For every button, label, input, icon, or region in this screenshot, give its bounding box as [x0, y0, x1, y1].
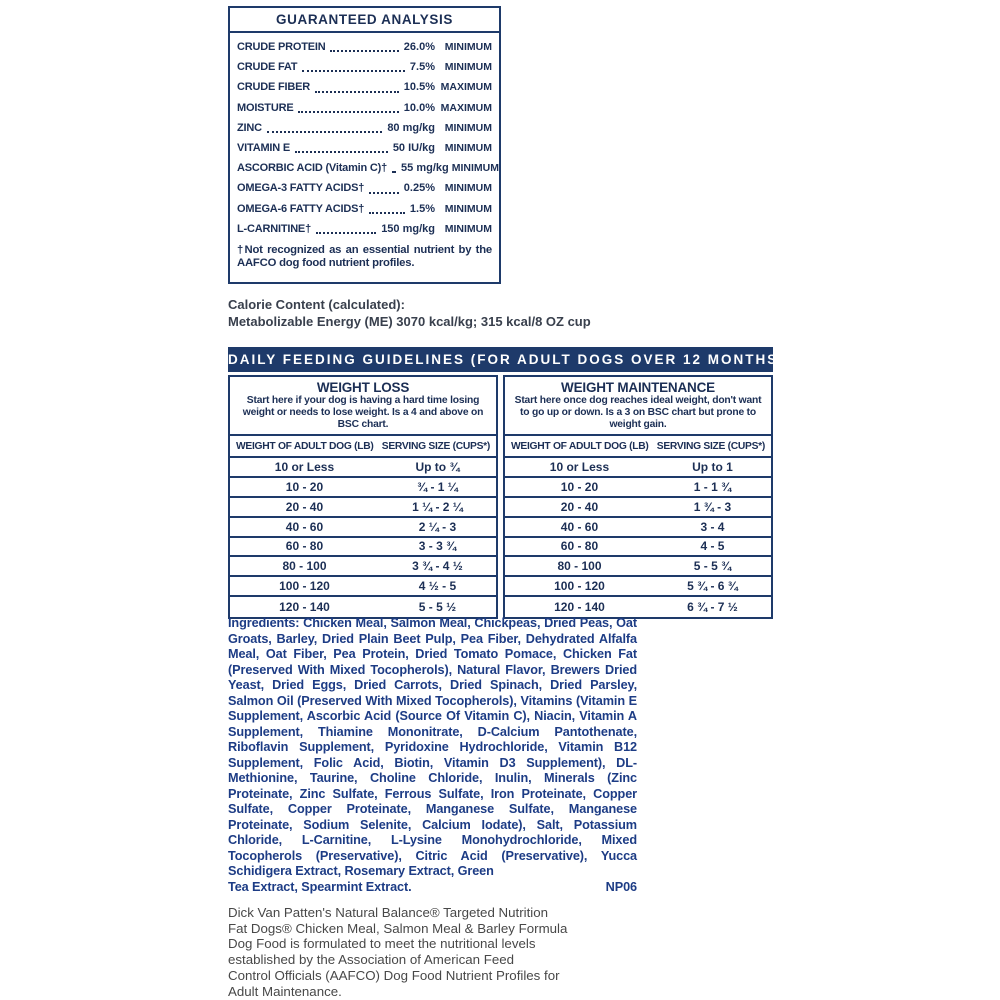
section-description: Start here if your dog is having a hard time losing weight or needs to lose weight. Is a 4 and above on BSC chart.	[242, 395, 484, 430]
ga-row-label: L-CARNITINE†	[237, 222, 311, 235]
ga-row-qualifier: MAXIMUM	[440, 81, 492, 94]
ga-row-qualifier: MINIMUM	[444, 121, 492, 134]
section-header	[230, 377, 496, 436]
row-weight: 20 - 40	[285, 499, 324, 514]
dot-leader	[369, 212, 405, 214]
ga-row-qualifier: MINIMUM	[444, 142, 492, 155]
ga-row-label: MOISTURE	[237, 101, 294, 114]
dot-leader	[315, 91, 399, 93]
aafco-line: established by the Association of American Feed	[228, 952, 515, 968]
ga-row-label: ZINC	[237, 121, 262, 134]
row-serving: 4 ½ - 5	[418, 579, 457, 594]
dot-leader	[298, 111, 398, 113]
ga-row	[237, 118, 492, 138]
ingredients-last-text: Tea Extract, Spearmint Extract.	[228, 879, 412, 894]
column-header-row	[505, 436, 771, 458]
ga-footnote: †Not recognized as an essential nutrient by the AAFCO dog food nutrient profiles.	[237, 243, 492, 270]
aafco-line: Control Officials (AAFCO) Dog Food Nutrient Profiles for	[228, 967, 560, 983]
table-row	[230, 597, 496, 617]
ga-row-label: CRUDE FAT	[237, 61, 298, 74]
row-weight: 100 - 120	[279, 579, 330, 594]
feeding-guidelines-table	[228, 347, 785, 619]
ingredients-text: Ingredients: Chicken Meal, Salmon Meal, Chickpeas, Dried Peas, Oat Groats, Barley, Dried Plain Beet Pulp, Pea Fiber, Dehydrated Alfalfa Meal, Oat Fiber, Pea Protein, Dried Tomato Pomace, Chicken Fat (Preserved With Mixed Tocopherols), Natural Flavor, Brewers Dried Yeast, Dried Eggs, Dried Carrots, Dried Spinach, Dried Parsley, Salmon Oil (Preserved With Mixed Tocopherols), Vitamins (Vitamin E Supplement, Ascorbic Acid (Source Of Vitamin C), Niacin, Vitamin A Supplement, Thiamine Mononitrate, D-Calcium Pantothenate, Riboflavin Supplement, Pyridoxine Hydrochloride, Vitamin B12 Supplement, Folic Acid, Biotin, Vitamin D3 Supplement), DL-Methionine, Taurine, Choline Chloride, Inulin, Minerals (Zinc Proteinate, Zinc Sulfate, Ferrous Sulfate, Iron Proteinate, Copper Sulfate, Copper Proteinate, Manganese Sulfate, Manganese Proteinate, Sodium Selenite, Calcium Iodate), Salt, Potassium Chloride, L-Carnitine, L-Lysine Monohydrochloride, Mixed Tocopherols (Preservative), Citric Acid (Preservative), Yucca Schidigera Extract, Rosemary Extract, Green	[228, 616, 637, 878]
row-weight: 100 - 120	[554, 579, 605, 594]
table-row	[230, 538, 496, 558]
table-row	[230, 478, 496, 498]
ga-row-amount: 0.25%	[403, 182, 435, 195]
row-serving: 6 ¾ - 7 ½	[687, 599, 738, 614]
ga-row	[237, 158, 499, 178]
table-row	[505, 557, 771, 577]
ga-row-qualifier: MINIMUM	[444, 182, 492, 195]
ga-row-amount: 80 mg/kg	[387, 121, 435, 134]
row-weight: 120 - 140	[279, 599, 330, 614]
table-row	[230, 577, 496, 597]
row-serving: Up to ¾	[415, 460, 460, 475]
row-serving: 5 - 5 ½	[418, 599, 457, 614]
ingredients-last-line	[228, 880, 637, 896]
table-row	[505, 577, 771, 597]
row-serving: 1 - 1 ¾	[693, 480, 732, 495]
calorie-line: Metabolizable Energy (ME) 3070 kcal/kg; 315 kcal/8 OZ cup	[228, 314, 591, 329]
table-row	[230, 518, 496, 538]
ga-row-qualifier: MINIMUM	[444, 41, 492, 54]
row-serving: 2 ¼ - 3	[418, 519, 457, 534]
dot-leader	[316, 232, 376, 234]
dot-leader	[330, 50, 398, 52]
row-weight: 10 - 20	[560, 480, 599, 495]
aafco-line: Fat Dogs® Chicken Meal, Salmon Meal & Barley Formula	[228, 920, 568, 936]
aafco-line: Dog Food is formulated to meet the nutritional levels	[228, 936, 536, 952]
row-weight: 120 - 140	[554, 599, 605, 614]
dot-leader	[295, 151, 388, 153]
row-serving: 3 ¾ - 4 ½	[412, 559, 463, 574]
guaranteed-analysis-rows	[230, 33, 499, 239]
row-weight: 20 - 40	[560, 499, 599, 514]
row-weight: 10 or Less	[549, 460, 610, 475]
ga-row	[237, 138, 492, 158]
aafco-line: Adult Maintenance.	[228, 983, 342, 999]
table-row	[505, 458, 771, 478]
table-row	[505, 538, 771, 558]
ga-row-label: CRUDE PROTEIN	[237, 41, 326, 54]
row-weight: 80 - 100	[557, 559, 602, 574]
section-description: Start here once dog reaches ideal weight, don't want to go up or down. Is a 3 on BSC chart but prone to weight gain.	[514, 395, 762, 430]
ga-row-qualifier: MINIMUM	[444, 222, 492, 235]
row-weight: 10 - 20	[285, 480, 324, 495]
section-header	[505, 377, 771, 436]
calorie-heading: Calorie Content (calculated):	[228, 297, 405, 312]
section-heading: WEIGHT MAINTENANCE	[561, 380, 715, 395]
ga-row-label: VITAMIN E	[237, 142, 290, 155]
dot-leader	[369, 192, 399, 194]
row-serving: 3 - 3 ¾	[418, 539, 457, 554]
table-row	[230, 498, 496, 518]
ga-row-amount: 50 IU/kg	[392, 142, 435, 155]
row-weight: 40 - 60	[560, 519, 599, 534]
ga-row-amount: 10.0%	[403, 101, 435, 114]
dot-leader	[392, 171, 396, 173]
ga-row	[237, 219, 492, 239]
column-header-weight: WEIGHT OF ADULT DOG (LB)	[511, 440, 649, 452]
row-weight: 10 or Less	[274, 460, 335, 475]
ga-row-amount: 7.5%	[409, 61, 435, 74]
table-row	[505, 478, 771, 498]
aafco-line: Dick Van Patten's Natural Balance® Targeted Nutrition	[228, 905, 549, 920]
section-heading: WEIGHT LOSS	[316, 380, 410, 395]
ga-row-label: OMEGA-3 FATTY ACIDS†	[237, 182, 365, 195]
row-serving: 3 - 4	[700, 519, 725, 534]
ga-row-qualifier: MINIMUM	[444, 61, 492, 74]
ga-row	[237, 77, 492, 97]
ga-row	[237, 57, 492, 77]
guaranteed-analysis-box	[228, 6, 501, 284]
column-header-serving: SERVING SIZE (CUPS*)	[381, 440, 490, 452]
ga-row-label: OMEGA-6 FATTY ACIDS†	[237, 202, 365, 215]
dot-leader	[267, 131, 382, 133]
row-weight: 40 - 60	[285, 519, 324, 534]
ga-row-label: ASCORBIC ACID (Vitamin C)†	[237, 162, 388, 175]
weight-maintenance-section	[503, 375, 773, 619]
table-row	[230, 458, 496, 478]
dot-leader	[302, 70, 405, 72]
ga-row	[237, 199, 492, 219]
row-serving: 1 ¾ - 3	[693, 499, 732, 514]
column-header-weight: WEIGHT OF ADULT DOG (LB)	[236, 440, 374, 452]
column-header-serving: SERVING SIZE (CUPS*)	[656, 440, 765, 452]
row-serving: 1 ¼ - 2 ¼	[412, 499, 463, 514]
calorie-content	[228, 296, 688, 330]
guaranteed-analysis-title: GUARANTEED ANALYSIS	[230, 8, 499, 33]
table-row	[505, 498, 771, 518]
row-serving: 5 ¾ - 6 ¾	[687, 579, 738, 594]
ga-row	[237, 37, 492, 57]
ga-row-amount: 10.5%	[403, 81, 435, 94]
row-serving: Up to 1	[692, 460, 733, 475]
ga-row-qualifier: MINIMUM	[444, 202, 492, 215]
ga-row	[237, 98, 492, 118]
product-code: NP06	[605, 879, 637, 894]
ga-row-amount: 26.0%	[403, 41, 435, 54]
row-serving: ¾ - 1 ¼	[417, 480, 458, 495]
feeding-guidelines-title: DAILY FEEDING GUIDELINES (FOR ADULT DOGS OVER 12 MONTHS)	[228, 347, 773, 372]
weight-loss-section	[228, 375, 498, 619]
row-weight: 60 - 80	[285, 539, 324, 554]
ingredients-paragraph	[228, 616, 637, 895]
feeding-guidelines-body	[228, 375, 773, 619]
ga-row-qualifier: MAXIMUM	[440, 101, 492, 114]
row-serving: 4 - 5	[700, 539, 725, 554]
ga-row-amount: 55 mg/kg	[401, 162, 449, 175]
table-row	[230, 557, 496, 577]
ga-row-amount: 150 mg/kg	[381, 222, 435, 235]
row-weight: 80 - 100	[282, 559, 327, 574]
ga-row-amount: 1.5%	[409, 202, 435, 215]
row-weight: 60 - 80	[560, 539, 599, 554]
aafco-statement	[228, 905, 588, 999]
column-header-row	[230, 436, 496, 458]
ga-row-qualifier: MINIMUM	[451, 162, 499, 175]
table-row	[505, 597, 771, 617]
row-serving: 5 - 5 ¾	[693, 559, 732, 574]
table-row	[505, 518, 771, 538]
ga-row-label: CRUDE FIBER	[237, 81, 310, 94]
ga-row	[237, 178, 492, 198]
